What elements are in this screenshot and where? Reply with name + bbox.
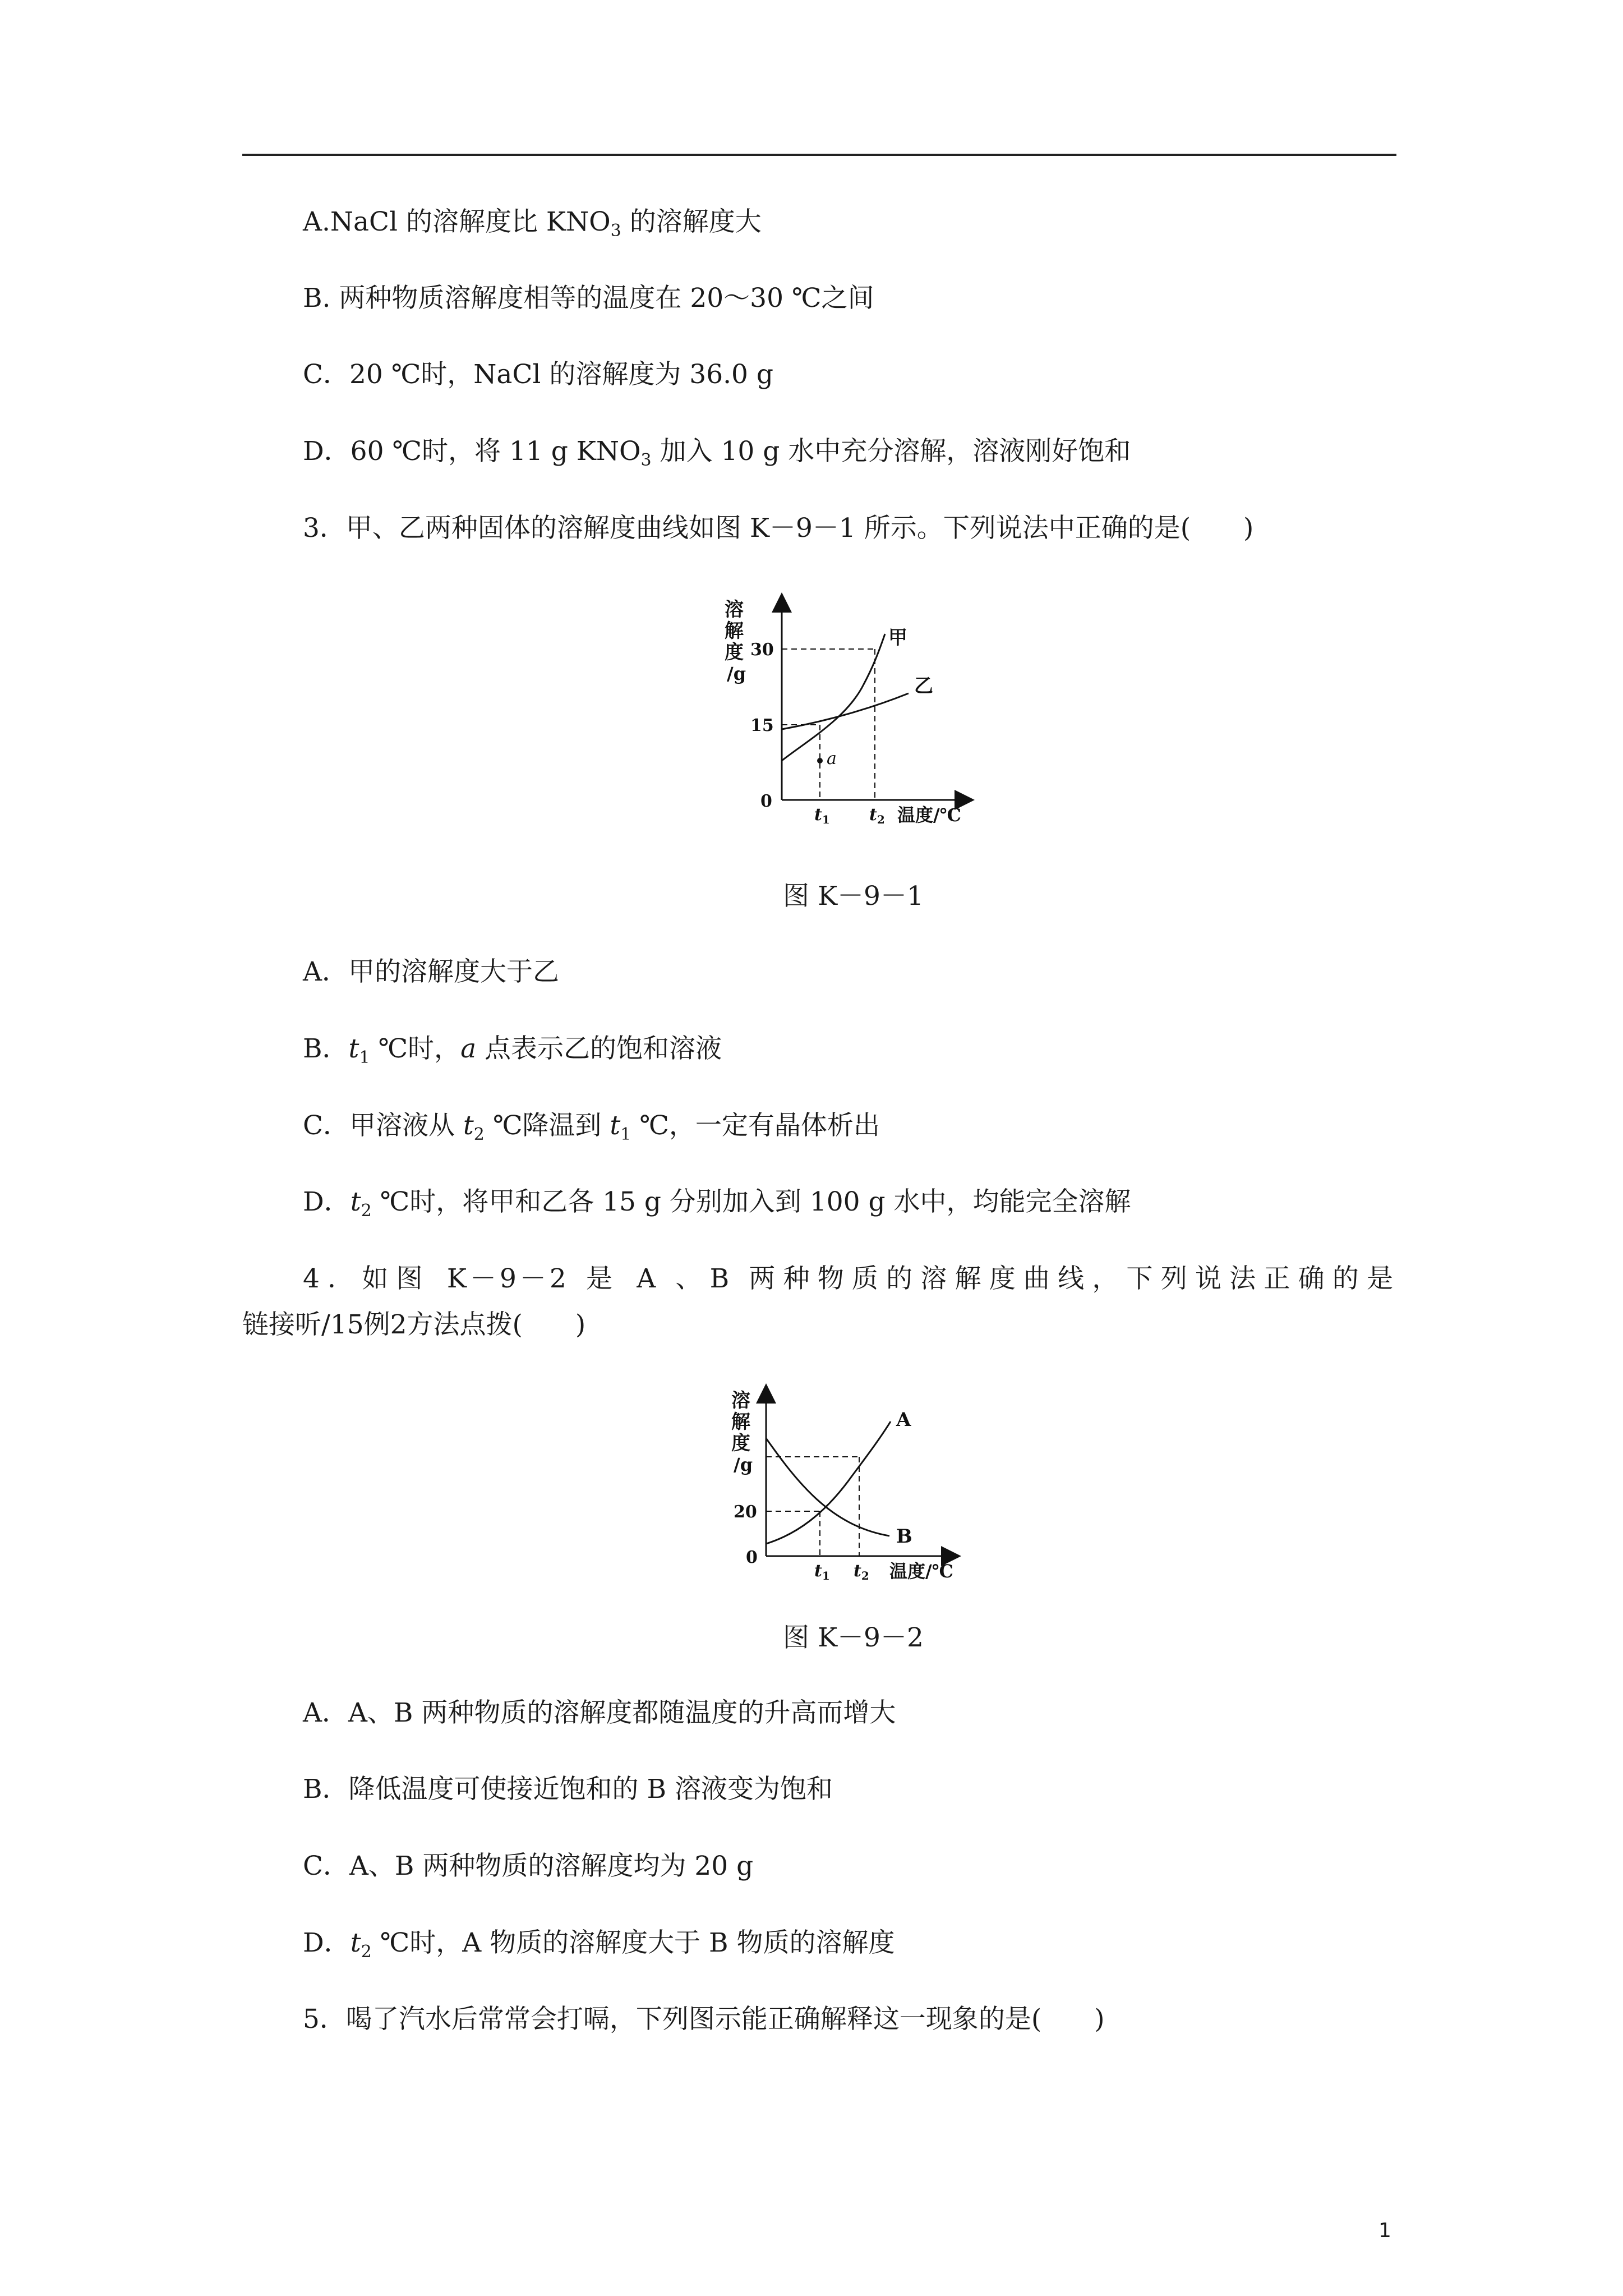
figure-k-9-2 [701,1380,993,1593]
point-a-label: a [827,749,837,769]
y-tick-20: 20 [734,1502,757,1522]
curve-a [766,1421,891,1544]
q3-stem: 3．甲、乙两种固体的溶解度曲线如图 K－9－1 所示。下列说法中正确的是( ) [303,513,1254,544]
curve-yi [782,693,909,729]
y-label-1: 溶 [725,599,744,621]
x-axis-label: 温度/℃ [889,1561,954,1582]
q4-option-d: D．$t_2$ ℃时，A 物质的溶解度大于 B 物质的溶解度 [303,1927,895,1962]
q2-option-d: D．60 ℃时，将 11 g $KNO_3$ 加入 10 g 水中充分溶解，溶液刚好饱和 [303,436,1131,470]
y-tick-15: 15 [750,716,774,735]
q3-option-d: D．$t_2$ ℃时，将甲和乙各 15 g 分别加入到 100 g 水中，均能完全溶解 [303,1186,1131,1221]
curve-b [766,1438,889,1536]
y-label-3: 度 [725,641,744,664]
series-label-b: B [896,1525,912,1548]
q2-option-a: A.NaCl 的溶解度比 $KNO_3$ 的溶解度大 [303,206,762,241]
series-label-a: A [896,1409,911,1431]
curve-jia [782,634,885,761]
header-rule [242,154,1396,156]
figure-caption-k-9-2: 图 K－9－2 [783,1622,924,1653]
x-axis-label: 温度/℃ [897,804,962,826]
point-a [817,758,823,763]
q3-option-a: A．甲的溶解度大于乙 [303,956,559,987]
y-label-4: /g [727,663,746,684]
y-label-1: 溶 [731,1389,750,1412]
y-tick-0: 0 [746,1548,758,1567]
q3-option-b: B．$t_1$ ℃时，a 点表示乙的饱和溶液 [303,1033,722,1068]
series-label-jia: 甲 [888,627,907,649]
q4-option-a: A．A、B 两种物质的溶解度都随温度的升高而增大 [303,1697,896,1728]
series-label-yi: 乙 [914,675,933,697]
page-number: 1 [1378,2219,1391,2242]
q4-stem-line2: 链接听/15例2方法点拨( ) [242,1309,586,1340]
x-tick-t2: $t_2$ [869,805,885,826]
y-tick-30: 30 [750,640,774,660]
y-label-2: 解 [725,620,744,642]
y-tick-0: 0 [760,792,772,811]
q4-option-b: B．降低温度可使接近饱和的 B 溶液变为饱和 [303,1774,833,1805]
figure-k-9-1 [701,583,1015,841]
q3-option-c: C．甲溶液从 $t_2$ ℃降温到 $t_1$ ℃，一定有晶体析出 [303,1110,880,1144]
q5-stem: 5．喝了汽水后常常会打嗝，下列图示能正确解释这一现象的是( ) [303,2004,1105,2035]
q2-option-c: C．20 ℃时，NaCl 的溶解度为 36.0 g [303,359,773,390]
x-tick-t1: $t_1$ [814,805,830,826]
x-tick-t1: $t_1$ [814,1561,830,1582]
q2-option-b: B. 两种物质溶解度相等的温度在 20～30 ℃之间 [303,283,874,314]
q4-option-c: C．A、B 两种物质的溶解度均为 20 g [303,1851,754,1881]
y-label-2: 解 [731,1411,750,1433]
q4-stem-line1: 4．如图 K－9－2 是 A 、B 两种物质的溶解度曲线，下列说法正确的是 [303,1263,1396,1294]
figure-caption-k-9-1: 图 K－9－1 [783,881,924,912]
y-label-4: /g [734,1454,753,1475]
y-label-3: 度 [731,1432,750,1455]
x-tick-t2: $t_2$ [854,1561,869,1582]
